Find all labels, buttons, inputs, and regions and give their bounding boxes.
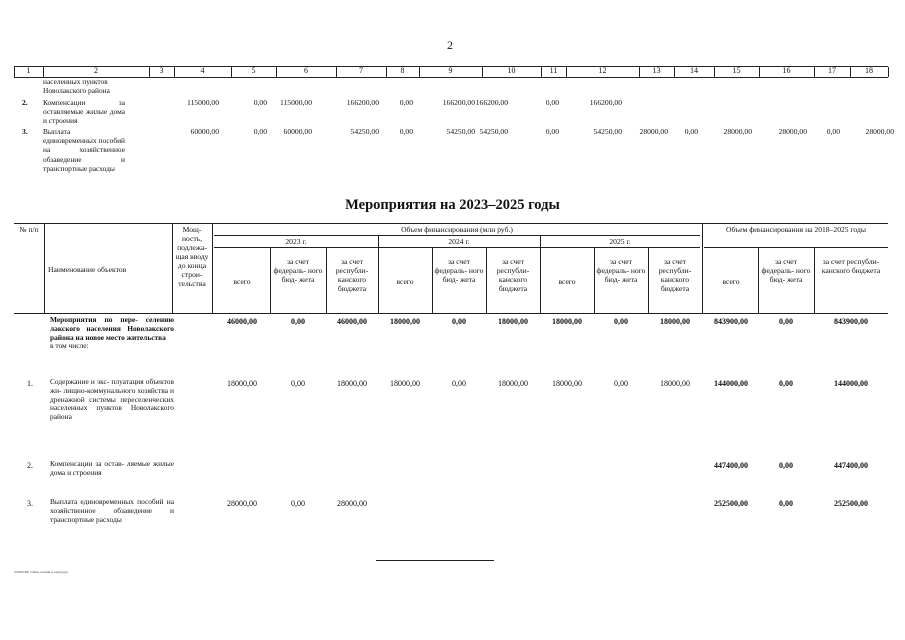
column-number: 4 xyxy=(200,66,205,75)
table-cell: 144000,00 xyxy=(834,379,868,388)
column-divider xyxy=(44,223,45,314)
table-cell: 0,00 xyxy=(826,127,840,136)
row-number: 2. xyxy=(22,98,28,107)
column-number: 10 xyxy=(507,66,516,75)
table-cell: 18000,00 xyxy=(390,379,420,388)
row-name-note: в том числе: xyxy=(50,341,89,351)
column-number: 15 xyxy=(732,66,741,75)
subheader-total: всего xyxy=(396,277,414,286)
row-name xyxy=(50,378,174,422)
column-number: 18 xyxy=(865,66,873,75)
carryover-text xyxy=(43,77,143,95)
table-cell: 54250,00 xyxy=(479,127,508,136)
table-cell: 28000,00 xyxy=(227,499,257,508)
table-cell: 843900,00 xyxy=(834,317,868,326)
column-number-header xyxy=(14,66,888,78)
table-cell: 447400,00 xyxy=(714,461,748,470)
table-cell: 115000,00 xyxy=(280,98,312,107)
table-cell: 28000,00 xyxy=(639,127,668,136)
table-cell: 166200,00 xyxy=(589,98,622,107)
table-cell: 54250,00 xyxy=(446,127,475,136)
table-cell: 0,00 xyxy=(291,499,305,508)
row-name-text: Содержание и экс- плуатация объектов жи- лищно-коммунального хозяйства и дренажной системы переселенческих населенных пунктов Новолакского района xyxy=(50,377,174,422)
header-year-2025: 2025 г. xyxy=(609,237,631,246)
total-group-rule xyxy=(704,247,888,248)
table-cell: 18000,00 xyxy=(498,379,528,388)
column-number: 7 xyxy=(359,66,363,75)
table-cell: 166200,00 xyxy=(442,98,475,107)
table-cell: 0,00 xyxy=(779,379,793,388)
table-cell: 0,00 xyxy=(614,379,628,388)
footer-note: гп0003400 3 Фин-плании в задачу.ppr xyxy=(14,570,69,574)
row-name-text: Компенсации за остав- ляемые жилые дома и строения xyxy=(50,459,174,477)
column-divider xyxy=(270,247,271,314)
row-name xyxy=(50,316,174,351)
column-divider xyxy=(758,247,759,314)
header-year-2023: 2023 г. xyxy=(285,237,307,246)
header-capacity: Мощ- ность, подлежа- щая вводу до конца строи- тельства xyxy=(175,225,209,288)
table-cell: 18000,00 xyxy=(552,317,582,326)
table-top-rule xyxy=(14,223,888,224)
column-divider xyxy=(212,223,213,314)
table-cell: 166200,00 xyxy=(475,98,508,107)
table-cell: 54250,00 xyxy=(350,127,379,136)
table-cell: 60000,00 xyxy=(283,127,312,136)
table-cell: 0,00 xyxy=(399,98,413,107)
subheader-total: всего xyxy=(722,277,740,286)
column-divider xyxy=(432,247,433,314)
table-cell: 144000,00 xyxy=(714,379,748,388)
table-cell: 252500,00 xyxy=(834,499,868,508)
table-cell: 0,00 xyxy=(291,379,305,388)
table-cell: 28000,00 xyxy=(778,127,807,136)
subheader-rule xyxy=(214,247,700,248)
carryover-line: населенных пунктов xyxy=(43,77,108,86)
table-cell: 0,00 xyxy=(253,98,267,107)
subheader-total: всего xyxy=(558,277,576,286)
table-cell: 0,00 xyxy=(399,127,413,136)
header-bottom-rule xyxy=(14,313,888,314)
row-number: 2. xyxy=(27,461,33,470)
table-cell: 46000,00 xyxy=(227,317,257,326)
table-cell: 0,00 xyxy=(614,317,628,326)
table-cell: 46000,00 xyxy=(337,317,367,326)
header-number: № п/п xyxy=(19,225,39,234)
subheader-republic: за счет республи- канского бюджета xyxy=(658,257,692,293)
column-number: 5 xyxy=(251,66,256,75)
column-divider xyxy=(326,247,327,314)
column-divider xyxy=(594,247,595,314)
column-number: 11 xyxy=(549,66,558,75)
subheader-republic: за счет республи- канского бюджета xyxy=(821,257,881,275)
header-total-group: Объем финансирования на 2018–2025 годы xyxy=(726,225,866,234)
table-cell: 28000,00 xyxy=(865,127,894,136)
table-cell: 60000,00 xyxy=(190,127,219,136)
table-cell: 166200,00 xyxy=(346,98,379,107)
table-cell: 18000,00 xyxy=(660,317,690,326)
section-heading: Мероприятия на 2023–2025 годы xyxy=(345,197,560,213)
row-name: Компенсации за оставляемые жилые дома и строения xyxy=(43,98,125,126)
table-cell: 0,00 xyxy=(684,127,698,136)
subheader-federal: за счет федераль- ного бюд- жета xyxy=(273,257,323,284)
page-number: 2 xyxy=(447,38,453,52)
table-cell: 0,00 xyxy=(452,379,466,388)
column-divider xyxy=(540,235,541,314)
row-number: 3. xyxy=(22,127,28,136)
column-number: 16 xyxy=(782,66,791,75)
column-divider xyxy=(814,247,815,314)
table-cell: 0,00 xyxy=(779,461,793,470)
column-number: 17 xyxy=(828,66,836,75)
table-cell: 447400,00 xyxy=(834,461,868,470)
subheader-republic: за счет республи- канского бюджета xyxy=(335,257,369,293)
table-cell: 18000,00 xyxy=(660,379,690,388)
table-cell: 0,00 xyxy=(545,127,559,136)
subheader-federal: за счет федераль- ного бюд- жета xyxy=(761,257,811,284)
table-cell: 18000,00 xyxy=(552,379,582,388)
table-cell: 18000,00 xyxy=(498,317,528,326)
carryover-line: Новолакского района xyxy=(43,86,110,96)
row-name: Выплата единовременных пособий на хозяйственное обзаведение и транспортные расходы xyxy=(43,127,125,173)
signature-line xyxy=(376,560,494,561)
column-number: 9 xyxy=(448,66,453,75)
table-cell: 0,00 xyxy=(452,317,466,326)
table-cell: 115000,00 xyxy=(187,98,219,107)
column-divider xyxy=(648,247,649,314)
column-number: 12 xyxy=(598,66,607,75)
year-group-rule xyxy=(214,235,700,236)
table-cell: 0,00 xyxy=(779,317,793,326)
column-number: 6 xyxy=(304,66,308,75)
table-cell: 0,00 xyxy=(779,499,793,508)
header-financing-group: Объем финансирования (млн руб.) xyxy=(401,225,513,234)
column-number: 13 xyxy=(652,66,661,75)
table-cell: 252500,00 xyxy=(714,499,748,508)
header-year-2024: 2024 г. xyxy=(448,237,470,246)
column-divider xyxy=(486,247,487,314)
row-name-text: Мероприятия по пере- селению лакского населения Новолакского района на новое место жительства xyxy=(50,315,174,342)
column-number: 2 xyxy=(94,66,98,75)
column-number: 8 xyxy=(400,66,405,75)
row-name xyxy=(50,460,174,478)
column-divider xyxy=(378,235,379,314)
table-cell: 18000,00 xyxy=(227,379,257,388)
subheader-federal: за счет федераль- ного бюд- жета xyxy=(596,257,646,284)
column-divider xyxy=(888,67,889,77)
row-name-text: Выплата единовременных пособий на хозяйственное обзаведение и транспортные расходы xyxy=(50,497,174,524)
column-number: 3 xyxy=(159,66,164,75)
column-divider xyxy=(702,223,703,314)
table-cell: 18000,00 xyxy=(390,317,420,326)
subheader-total: всего xyxy=(233,277,251,286)
subheader-republic: за счет республи- канского бюджета xyxy=(496,257,530,293)
table-cell: 843900,00 xyxy=(714,317,748,326)
row-name xyxy=(50,498,174,524)
table-cell: 0,00 xyxy=(291,317,305,326)
table-cell: 18000,00 xyxy=(337,379,367,388)
table-cell: 54250,00 xyxy=(593,127,622,136)
table-cell: 28000,00 xyxy=(337,499,367,508)
row-number: 3. xyxy=(27,499,33,508)
column-divider xyxy=(172,223,173,314)
table-cell: 0,00 xyxy=(253,127,267,136)
table-cell: 0,00 xyxy=(545,98,559,107)
row-number: 1. xyxy=(27,379,33,388)
table-cell: 28000,00 xyxy=(723,127,752,136)
header-name: Наименование объектов xyxy=(48,265,127,274)
column-number: 1 xyxy=(26,66,31,75)
subheader-federal: за счет федераль- ного бюд- жета xyxy=(434,257,484,284)
column-number: 14 xyxy=(690,66,698,75)
